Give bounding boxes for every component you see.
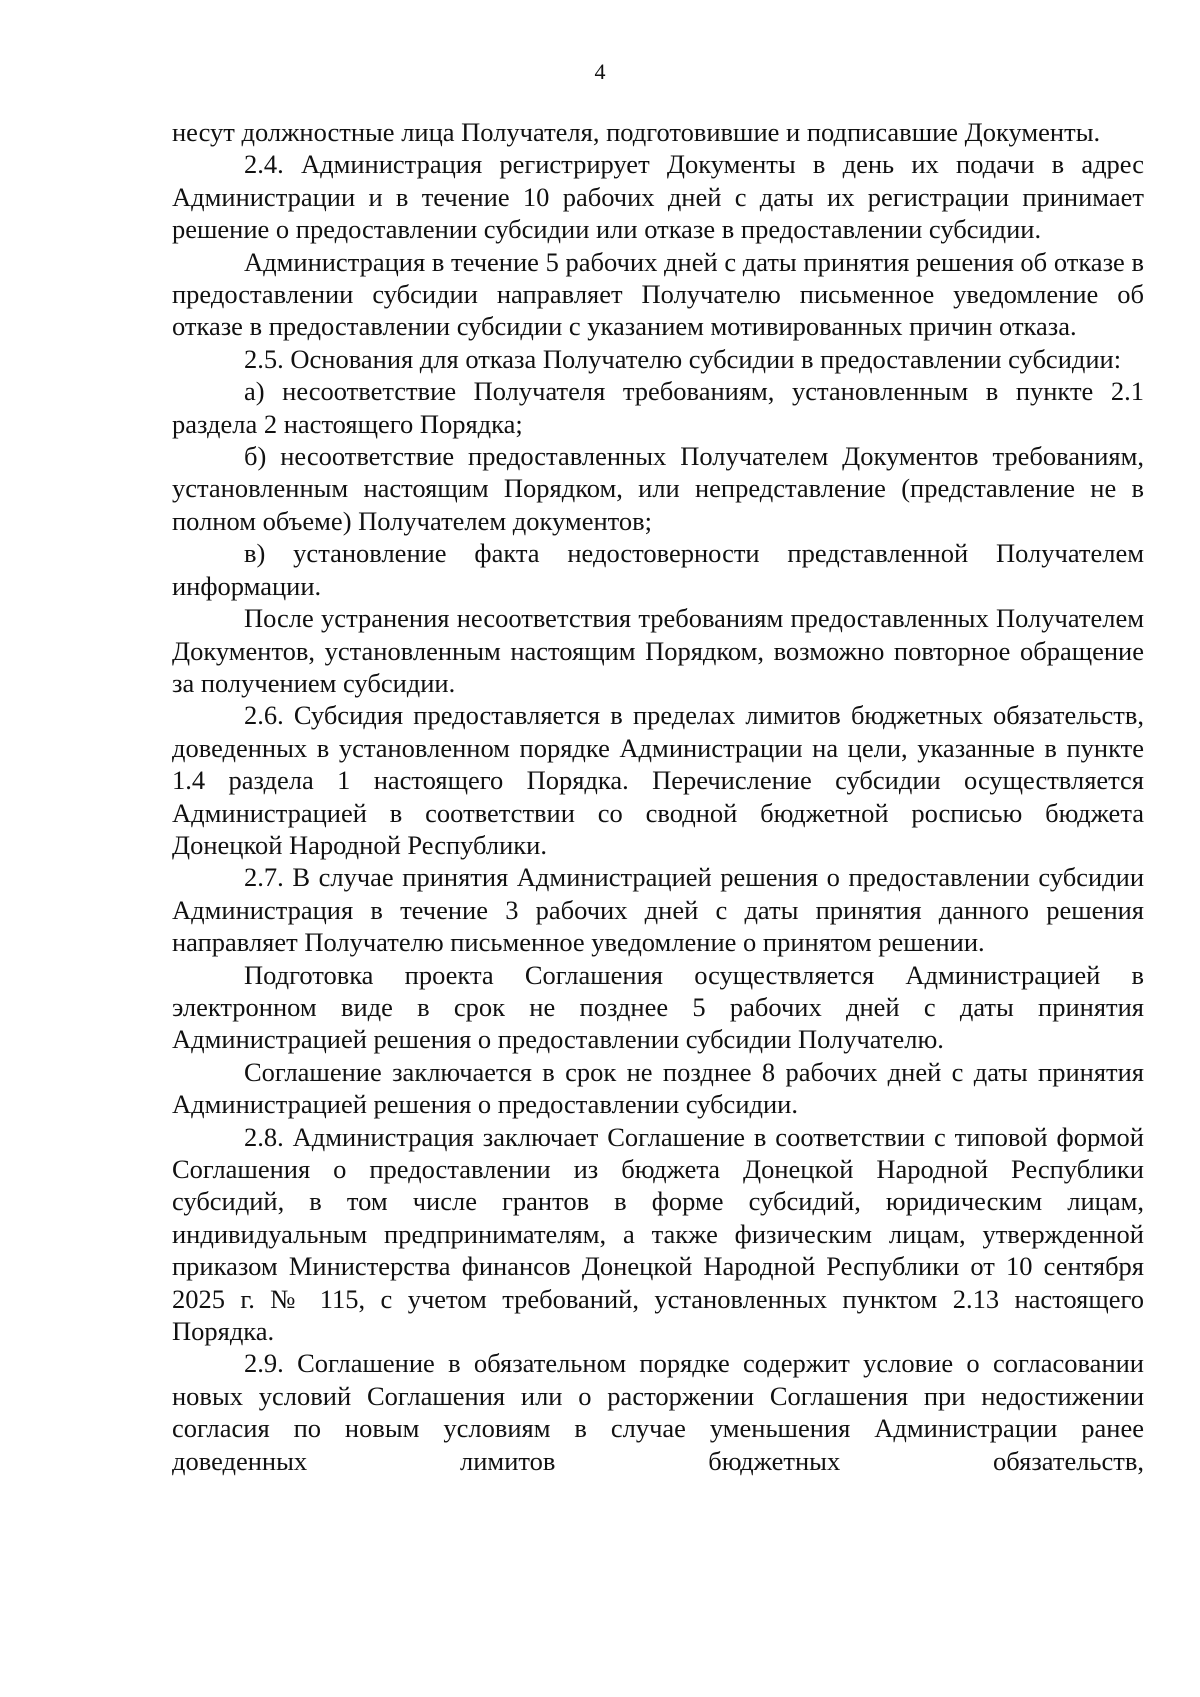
paragraph-agreement-term: Соглашение заключается в срок не позднее 8 рабочих дней с даты принятия Администрацией решения о предоставлении субсидии. [172,1056,1144,1120]
paragraph-2-5-a: а) несоответствие Получателя требованиям, установленным в пункте 2.1 раздела 2 настоящего Порядка; [172,376,1144,439]
paragraph-reapplication: После устранения несоответствия требованиям предоставленных Получателем Документов, установленным настоящим Порядком, возможно повторное обращение за получением субсидии. [172,603,1144,698]
paragraph-continuation: несут должностные лица Получателя, подготовившие и подписавшие Документы. [172,117,1101,147]
paragraph-2-6: 2.6. Субсидия предоставляется в пределах лимитов бюджетных обязательств, доведенных в установленном порядке Администрации на цели, указанные в пункте 1.4 раздела 1 настоящего Порядка. Перечисление субсидии осуществляется Администрацией в соответствии со сводной бюджетной росписью бюджета Донецкой Народной Республики. [172,700,1144,860]
paragraph-2-5-b: б) несоответствие предоставленных Получателем Документов требованиям, установленным настоящим Порядком, или непредставление (представление не в полном объеме) Получателем документов; [172,441,1144,536]
paragraph-agreement-draft: Подготовка проекта Соглашения осуществляется Администрацией в электронном виде в срок не позднее 5 рабочих дней с даты принятия Администрацией решения о предоставлении субсидии Получателю. [172,959,1144,1055]
paragraph-2-7: 2.7. В случае принятия Администрацией решения о предоставлении субсидии Администрация в течение 3 рабочих дней с даты принятия данного решения направляет Получателю письменное уведомление о принятом решении. [172,862,1144,958]
paragraph-2-8: 2.8. Администрация заключает Соглашение в соответствии с типовой формой Соглашения о предоставлении из бюджета Донецкой Народной Республики субсидий, в том числе грантов в форме субсидий, юридическим лицам, индивидуальным предпринимателям, а также физическим лицам, утвержденной приказом Министерства финансов Донецкой Народной Республики от 10 сентября 2025 г. № 115, с учетом требований, установленных пунктом 2.13 настоящего Порядка. [172,1121,1144,1347]
paragraph-2-9: 2.9. Соглашение в обязательном порядке содержит условие о согласовании новых условий Соглашения или о расторжении Соглашения при недостижении согласия по новым условиям в случае уменьшения Администрации ранее доведенных лимитов бюджетных обязательств, [172,1348,1144,1476]
paragraph-2-4: 2.4. Администрация регистрирует Документы в день их подачи в адрес Администрации и в течение 10 рабочих дней с даты их регистрации принимает решение о предоставлении субсидии или отказе в предоставлении субсидии. [172,149,1144,245]
paragraph-2-5: 2.5. Основания для отказа Получателю субсидии в предоставлении субсидии: [244,343,1122,374]
document-body [172,116,1144,1477]
paragraph-2-5-v: в) установление факта недостоверности представленной Получателем информации. [172,538,1144,601]
paragraph-refusal-notice: Администрация в течение 5 рабочих дней с даты принятия решения об отказе в предоставлении субсидии направляет Получателю письменное уведомление об отказе в предоставлении субсидии с указанием мотивированных причин отказа. [172,246,1144,342]
page-number: 4 [594,59,606,84]
